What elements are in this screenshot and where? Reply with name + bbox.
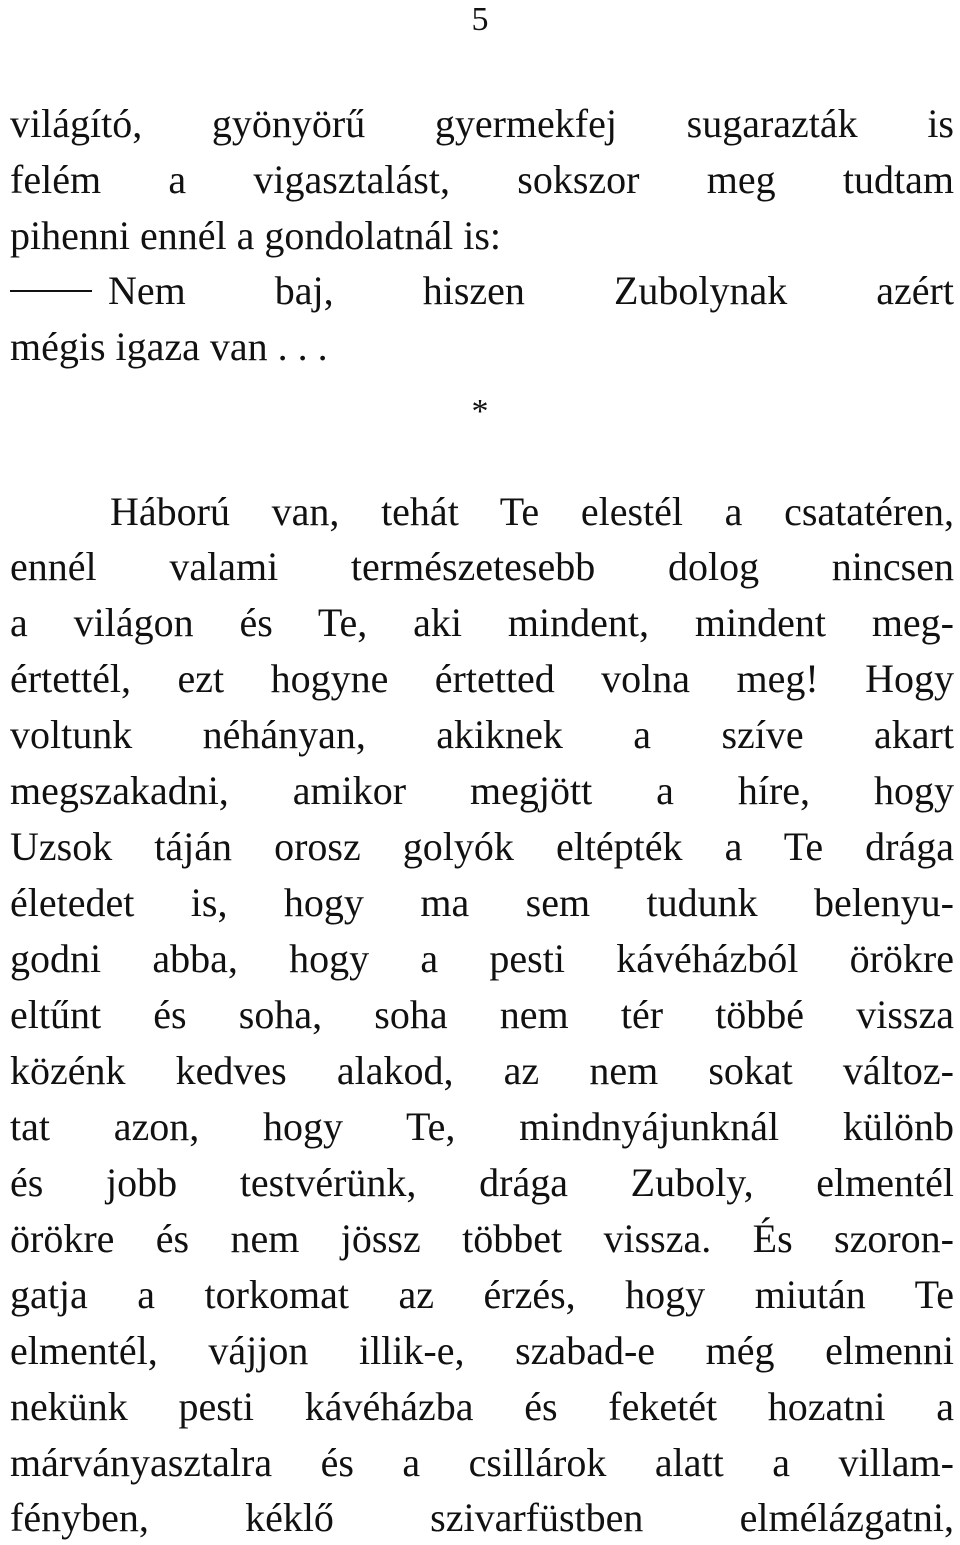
page-number: 5 xyxy=(471,1,489,38)
text-line: fényben, kéklő szivarfüstben elmélázgatni, xyxy=(10,1495,954,1540)
text-line: mégis igaza van . . . xyxy=(10,324,328,369)
text-line: tat azon, hogy Te, mindnyájunknál különb xyxy=(10,1104,954,1149)
text-line: világító, gyönyörű gyermekfej sugarazták is xyxy=(10,101,954,146)
em-dash xyxy=(10,290,92,292)
text-line: megszakadni, amikor megjött a híre, hogy xyxy=(10,768,954,813)
text-line: felém a vigasztalást, sokszor meg tudtam xyxy=(10,157,954,202)
text-line: Háború van, tehát Te elestél a csatatéren, xyxy=(110,489,954,534)
text-line: ennél valami természetesebb dolog nincsen xyxy=(10,544,954,589)
text-line: nekünk pesti kávéházba és feketét hozatni a xyxy=(10,1384,954,1429)
text-line: és jobb testvérünk, drága Zuboly, elmentél xyxy=(10,1160,954,1205)
text-line: közénk kedves alakod, az nem sokat változ- xyxy=(10,1048,954,1093)
text-line: elmentél, vájjon illik-e, szabad-e még elmenni xyxy=(10,1328,954,1373)
text-line: Uzsok táján orosz golyók eltépték a Te drága xyxy=(10,824,954,869)
text-line: a világon és Te, aki mindent, mindent meg- xyxy=(10,600,954,645)
text-line: örökre és nem jössz többet vissza. És szoron- xyxy=(10,1216,954,1261)
text-line: gatja a torkomat az érzés, hogy miután Te xyxy=(10,1272,954,1317)
text-line: életedet is, hogy ma sem tudunk belenyu- xyxy=(10,880,954,925)
text-line: pihenni ennél a gondolatnál is: xyxy=(10,213,501,258)
text-line: eltűnt és soha, soha nem tér többé vissza xyxy=(10,992,954,1037)
text-line: értettél, ezt hogyne értetted volna meg! Hogy xyxy=(10,656,954,701)
text-line: godni abba, hogy a pesti kávéházból örökre xyxy=(10,936,954,981)
text-line: Nem baj, hiszen Zubolynak azért xyxy=(108,268,954,313)
section-separator: * xyxy=(471,393,489,430)
text-line: márványasztalra és a csillárok alatt a villam- xyxy=(10,1440,954,1485)
text-line: voltunk néhányan, akiknek a szíve akart xyxy=(10,712,954,757)
